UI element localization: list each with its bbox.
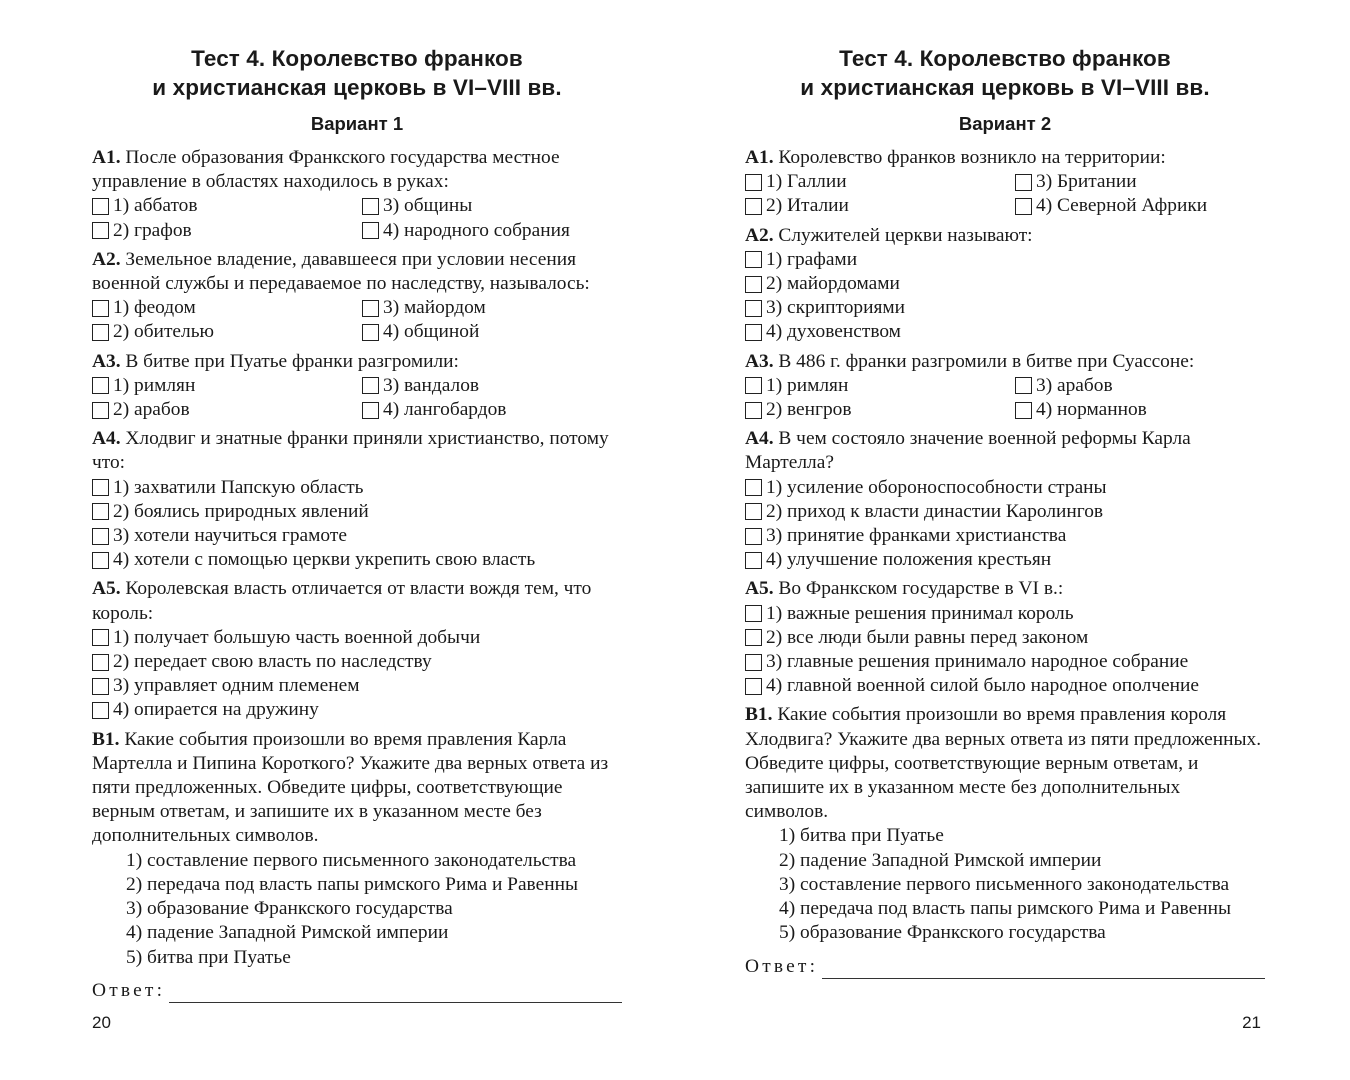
option[interactable]: 3) принятие франками христианства [745,524,1265,548]
list-item: 5) образование Франкского государства [779,922,1106,944]
option[interactable]: 2) передает свою власть по наследству [92,650,622,674]
option[interactable]: 4) общиной [362,320,622,344]
page-right [745,0,1265,1080]
list-item: 4) передача под власть папы римского Рима и Равенны [779,898,1231,920]
checkbox[interactable] [92,324,109,341]
test-title-line-1: Тест 4. Королевство франков [839,46,1171,71]
list-item: 1) составление первого письменного законодательства [126,849,577,871]
b1-items [92,849,622,970]
question-b1 [745,703,1265,978]
checkbox[interactable] [745,377,762,394]
list-item: 2) падение Западной Римской империи [779,849,1102,871]
test-title-line-2: и христианская церковь в VI–VIII вв. [800,75,1210,100]
question-a2 [745,224,1265,345]
question-a3 [745,350,1265,423]
checkbox[interactable] [92,678,109,695]
option[interactable]: 3) управляет одним племенем [92,674,622,698]
option[interactable]: 2) арабов [92,398,362,422]
option[interactable]: 3) майордом [362,296,622,320]
test-title [745,44,1265,102]
test-title-line-1: Тест 4. Королевство франков [191,46,523,71]
question-a2 [92,248,622,345]
option[interactable]: 4) улучшение положения крестьян [745,548,1265,572]
question-number: А5. [92,578,121,600]
option[interactable]: 3) главные решения принимало народное собрание [745,650,1265,674]
checkbox[interactable] [92,479,109,496]
option[interactable]: 4) народного собрания [362,219,622,243]
checkbox[interactable] [745,528,762,545]
question-number: А3. [745,350,774,372]
question-text: Хлодвиг и знатные франки приняли христианство, потому что: [92,428,609,474]
question-a5 [745,577,1265,698]
question-text: Земельное владение, дававшееся при условии несения военной службы и передаваемое по наследству, называлось: [92,248,590,295]
checkbox[interactable] [745,402,762,419]
question-text: В чем состояло значение военной реформы Карла Мартелла? [745,428,1191,474]
option[interactable]: 2) графов [92,219,362,243]
question-number: В1. [745,704,773,726]
question-text: В битве при Пуатье франки разгромили: [125,350,459,372]
option[interactable]: 4) лангобардов [362,398,622,422]
b1-items [745,824,1265,945]
option[interactable]: 1) римлян [745,374,1015,398]
list-item: 1) битва при Пуатье [779,825,944,847]
checkbox[interactable] [92,198,109,215]
option[interactable]: 1) аббатов [92,194,362,218]
page-left [92,0,622,1080]
question-number: А2. [745,224,774,246]
test-title-line-2: и христианская церковь в VI–VIII вв. [152,75,562,100]
checkbox[interactable] [745,324,762,341]
checkbox[interactable] [1015,198,1032,215]
option[interactable]: 3) скрипториями [745,296,1265,320]
checkbox[interactable] [745,503,762,520]
option[interactable]: 1) Галлии [745,170,1015,194]
option[interactable]: 2) боялись природных явлений [92,500,622,524]
question-text: Королевская власть отличается от власти вождя тем, что король: [92,578,592,624]
list-item: 3) образование Франкского государства [126,898,453,920]
question-text: Королевство франков возникло на территории: [778,147,1166,168]
questions-section [92,146,622,1008]
test-title [92,44,622,102]
page-number: 21 [1242,1013,1261,1032]
checkbox[interactable] [745,678,762,695]
checkbox[interactable] [745,198,762,215]
question-number: А4. [745,428,774,450]
option[interactable]: 2) венгров [745,398,1015,422]
checkbox[interactable] [92,629,109,646]
option[interactable]: 1) графами [745,248,1265,272]
question-number: А3. [92,350,121,372]
option[interactable]: 2) все люди были равны перед законом [745,626,1265,650]
checkbox[interactable] [362,324,379,341]
question-text: В 486 г. франки разгромили в битве при Суассоне: [778,350,1195,372]
option[interactable]: 4) опирается на дружину [92,698,622,722]
option[interactable]: 2) приход к власти династии Каролингов [745,500,1265,524]
checkbox[interactable] [745,629,762,646]
checkbox[interactable] [92,702,109,719]
option[interactable]: 3) Британии [1015,170,1265,194]
answer-field[interactable] [169,986,622,1003]
checkbox[interactable] [362,377,379,394]
question-number: А1. [92,147,121,168]
question-number: А4. [92,428,121,450]
option[interactable]: 2) Италии [745,194,1015,218]
option[interactable]: 1) римлян [92,374,362,398]
checkbox[interactable] [1015,402,1032,419]
checkbox[interactable] [745,174,762,191]
option[interactable]: 4) хотели с помощью церкви укрепить свою власть [92,548,622,572]
checkbox[interactable] [745,300,762,317]
questions-section [745,146,1265,984]
question-number: А1. [745,147,774,168]
question-number: В1. [92,728,120,750]
option[interactable]: 3) арабов [1015,374,1265,398]
option[interactable]: 2) обителью [92,320,362,344]
checkbox[interactable] [92,654,109,671]
list-item: 4) падение Западной Римской империи [126,922,449,944]
checkbox[interactable] [745,251,762,268]
question-a5 [92,577,622,722]
checkbox[interactable] [92,552,109,569]
variant-heading: Вариант 1 [310,113,404,134]
checkbox[interactable] [362,402,379,419]
answer-label: Ответ: [92,979,166,1001]
question-text: Служителей церкви называют: [778,224,1033,246]
list-item: 2) передача под власть папы римского Рима и Равенны [126,873,578,895]
question-text: Во Франкском государстве в VI в.: [778,578,1064,600]
option[interactable]: 1) захватили Папскую область [92,476,622,500]
checkbox[interactable] [92,377,109,394]
checkbox[interactable] [362,300,379,317]
checkbox[interactable] [745,654,762,671]
option[interactable]: 4) норманнов [1015,398,1265,422]
answer-row [745,955,1265,979]
list-item: 3) составление первого письменного законодательства [779,873,1230,895]
question-a4 [92,427,622,572]
answer-label: Ответ: [745,955,819,977]
answer-row [92,979,622,1003]
checkbox[interactable] [92,300,109,317]
option[interactable]: 2) майордомами [745,272,1265,296]
option[interactable]: 3) общины [362,194,622,218]
checkbox[interactable] [92,222,109,239]
checkbox[interactable] [92,528,109,545]
checkbox[interactable] [745,605,762,622]
checkbox[interactable] [1015,377,1032,394]
option[interactable]: 4) Северной Африки [1015,194,1265,218]
question-a1 [92,146,622,243]
question-b1 [92,728,622,1003]
option[interactable]: 1) усиление обороноспособности страны [745,476,1265,500]
answer-field[interactable] [822,962,1265,979]
checkbox[interactable] [745,552,762,569]
question-text: Какие события произошли во время правления короля Хлодвига? Укажите два верных ответа из пяти предложенных. Обведите цифры, соответствующие верным ответам, и запишите их в указанном месте без дополнительных символов. [745,704,1262,823]
page-number: 20 [92,1013,111,1032]
question-number: А5. [745,578,774,600]
checkbox[interactable] [92,402,109,419]
option[interactable]: 3) вандалов [362,374,622,398]
question-a1 [745,146,1265,219]
checkbox[interactable] [745,276,762,293]
question-a3 [92,350,622,423]
question-text: После образования Франкского государства местное управление в областях находилось в руках: [92,147,560,193]
option[interactable]: 4) главной военной силой было народное ополчение [745,674,1265,698]
question-a4 [745,427,1265,572]
question-text: Какие события произошли во время правления Карла Мартелла и Пипина Короткого? Укажите два верных ответа из пяти предложенных. Обведите цифры, соответствующие верным ответам, и запишите их в указанном месте без дополнительных символов. [92,728,609,847]
option[interactable]: 4) духовенством [745,320,1265,344]
option[interactable]: 1) важные решения принимал король [745,602,1265,626]
variant-heading: Вариант 2 [958,113,1052,134]
list-item: 5) битва при Пуатье [126,946,291,968]
option[interactable]: 1) феодом [92,296,362,320]
checkbox[interactable] [1015,174,1032,191]
option[interactable]: 1) получает большую часть военной добычи [92,626,622,650]
checkbox[interactable] [92,503,109,520]
checkbox[interactable] [745,479,762,496]
checkbox[interactable] [362,222,379,239]
checkbox[interactable] [362,198,379,215]
question-number: А2. [92,248,121,270]
option[interactable]: 3) хотели научиться грамоте [92,524,622,548]
